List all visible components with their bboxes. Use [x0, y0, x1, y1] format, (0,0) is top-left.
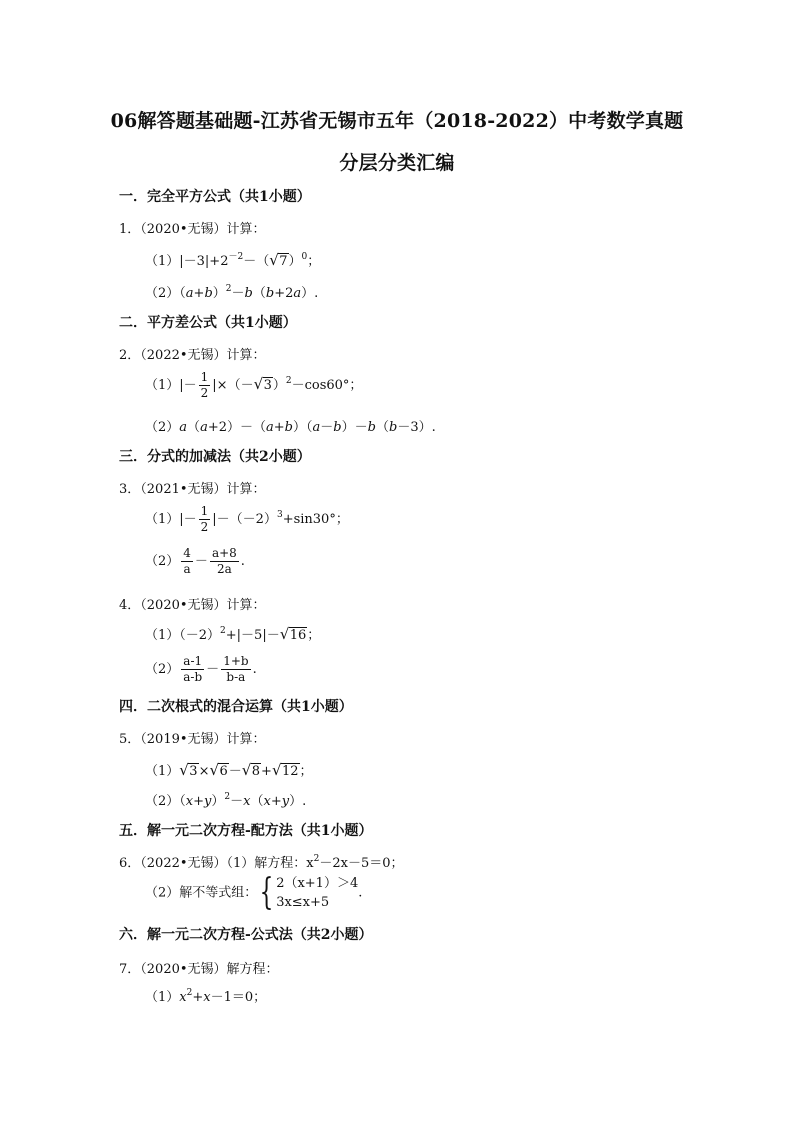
- sqrt-symbol: √ 3: [179, 761, 198, 779]
- sqrt-symbol: √ 3: [253, 375, 272, 393]
- question-5-part-1: （1） √ 3× √ 6－ √ 8+ √ 12；: [145, 761, 313, 779]
- sqrt-symbol: √ 16: [279, 625, 307, 643]
- question-2-part-2: （2）a（a+2）－（a+b）（a－b）－b（b－3）.: [145, 420, 436, 435]
- document-title-line1: 06解答题基础题-江苏省无锡市五年（2018-2022）中考数学真题: [110, 110, 684, 132]
- question-1-header: 1．（2020•无锡）计算：: [119, 222, 266, 237]
- question-6-header: 6．（2022•无锡）（1）解方程：$x^2-2x-5=0$；: [119, 854, 404, 871]
- fraction: $\frac{1}{2}$: [200, 370, 209, 400]
- left-brace-icon: {: [259, 872, 274, 913]
- section-heading-2: 二．平方差公式（共1小题）: [119, 315, 297, 331]
- section-heading-3: 三．分式的加减法（共2小题）: [119, 449, 311, 465]
- inequality-system: 2（x+1）＞4 3x≤x+5: [276, 876, 359, 910]
- sqrt-symbol: √ 12: [271, 761, 299, 779]
- fraction: $\frac{a-1}{a-b}$: [183, 654, 203, 684]
- question-7-part-1: $(1)x^2+x-1=0$；: [145, 988, 267, 1005]
- question-1-part-2: $(2)(a+b)^2-b(b+2a)$.: [145, 284, 319, 301]
- section-heading-4: 四．二次根式的混合运算（共1小题）: [119, 699, 353, 715]
- fraction: $\frac{4}{a}$: [183, 546, 191, 576]
- fraction: $\frac{a+8}{2a}$: [211, 546, 237, 576]
- section-heading-5: 五．解一元二次方程-配方法（共1小题）: [119, 823, 373, 839]
- section-heading-6: 六．解一元二次方程-公式法（共2小题）: [119, 927, 373, 943]
- document-title-line2: 分层分类汇编: [339, 152, 455, 174]
- sqrt-symbol: √ 6: [209, 761, 228, 779]
- section-heading-1: 一．完全平方公式（共1小题）: [119, 189, 311, 205]
- question-1-part-1: $(1)|-3|+2^{-2}-$（ √ 7）$^0$；: [145, 251, 321, 269]
- question-4-part-1: $(1)(-2)^2+|-5|-$ √ 16；: [145, 625, 321, 643]
- question-3-part-2: （2） $\frac{4}{a}$ － $\frac{a+8}{2a}$ .: [145, 546, 245, 576]
- sqrt-symbol: √ 8: [241, 761, 261, 779]
- fraction: $\frac{1}{2}$: [200, 504, 209, 534]
- question-5-part-2: $(2)(x+y)^2-x(x+y)$.: [145, 792, 307, 809]
- question-7-header: 7．（2020•无锡）解方程：: [119, 962, 279, 977]
- question-4-header: 4．（2020•无锡）计算：: [119, 598, 266, 613]
- question-2-part-1: （1）|－ $\frac{1}{2}$ |×（－ √ 3）$^2$－cos60°；: [145, 370, 363, 400]
- question-3-header: 3．（2021•无锡）计算：: [119, 482, 266, 497]
- question-6-part-2: （2）解不等式组：{ 2（x+1）＞4 3x≤x+5 .: [145, 872, 363, 913]
- sqrt-symbol: √ 7: [269, 251, 288, 269]
- question-2-header: 2．（2022•无锡）计算：: [119, 348, 266, 363]
- question-3-part-1: （1）|－ $\frac{1}{2}$ $|-(-2)^3+\sin 30^\circ$；: [145, 504, 349, 534]
- question-4-part-2: （2） $\frac{a-1}{a-b}$ － $\frac{1+b}{b-a}$ .: [145, 654, 257, 684]
- fraction: $\frac{1+b}{b-a}$: [223, 654, 249, 684]
- question-5-header: 5．（2019•无锡）计算：: [119, 732, 266, 747]
